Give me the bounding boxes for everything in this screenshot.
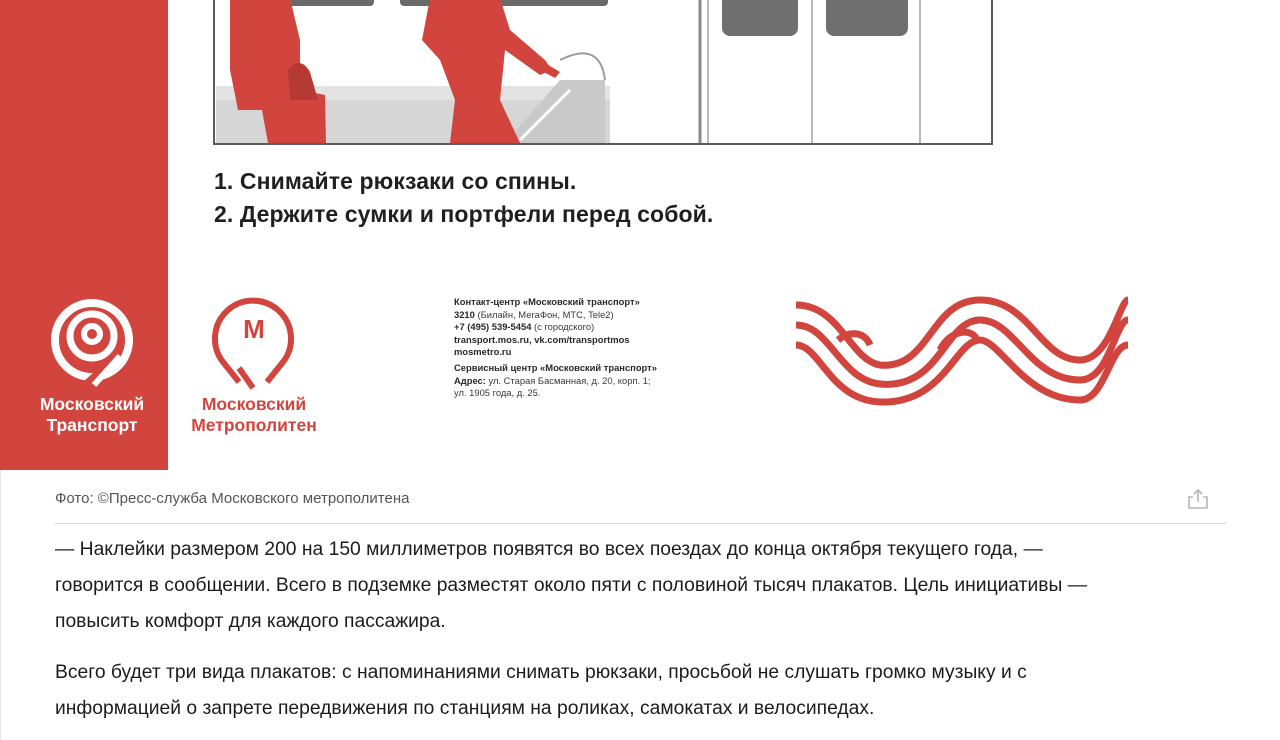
- metro-logo-letter: М: [243, 314, 265, 344]
- short-number: 3210: [454, 308, 475, 320]
- metro-logo-text: [178, 394, 330, 436]
- address-line2: ул. 1905 года, д. 25.: [454, 387, 541, 399]
- photo-caption: Фото: ©Пресс-служба Московского метрополитена: [55, 490, 410, 507]
- address-line1: ул. Старая Басманная, д. 20, корп. 1;: [485, 374, 651, 386]
- phone-note: (с городского): [531, 321, 595, 333]
- contact-sites: transport.mos.ru, vk.com/transportmos: [454, 333, 630, 345]
- paragraph2-line: информацией о запрете передвижения по станциям на роликах, самокатах и велосипедах.: [55, 698, 875, 719]
- transport-logo-line2: Транспорт: [46, 415, 138, 435]
- contact-center-title: Контакт-центр «Московский транспорт»: [454, 296, 640, 307]
- wave-pattern-icon: [796, 300, 1128, 402]
- transport-logo-text: [28, 394, 156, 436]
- paragraph1-line: повысить комфорт для каждого пассажира.: [55, 611, 446, 632]
- metro-logo-line1: Московский: [201, 394, 307, 414]
- paragraph2-line: Всего будет три вида плакатов: с напоминаниями снимать рюкзаки, просьбой не слушать громко музыку и с: [55, 662, 1027, 683]
- instruction-line-2: 2. Держите сумки и портфели перед собой.: [214, 201, 714, 227]
- share-icon[interactable]: [1186, 487, 1210, 511]
- photo-caption-row: [55, 487, 1226, 524]
- paragraph1-line: — Наклейки размером 200 на 150 миллиметров появятся во всех поездах до конца октября текущего года, —: [55, 539, 1043, 560]
- metro-logo-line2: Метрополитен: [191, 415, 317, 435]
- transport-logo-icon: [55, 303, 129, 388]
- paragraph1-line: говорится в сообщении. Всего в подземке разместят около пяти с половиной тысяч плакатов. Цель инициативы —: [55, 575, 1088, 596]
- address-label: Адрес:: [454, 374, 486, 386]
- article-paragraph-1: [55, 532, 1230, 640]
- short-number-note: (Билайн, МегаФон, МТС, Tele2): [474, 308, 614, 320]
- contact-phone: +7 (495) 539-5454: [454, 321, 532, 333]
- instruction-line-1: 1. Снимайте рюкзаки со спины.: [214, 168, 577, 194]
- contact-block: [454, 296, 724, 400]
- content-left-border: [0, 470, 1, 740]
- contact-site2: mosmetro.ru: [454, 346, 512, 358]
- service-center-title: Сервисный центр «Московский транспорт»: [454, 361, 657, 373]
- train-interior-drawing: [214, 0, 992, 144]
- article-paragraph-2: [55, 655, 1230, 727]
- transport-logo-line1: Московский: [39, 394, 145, 414]
